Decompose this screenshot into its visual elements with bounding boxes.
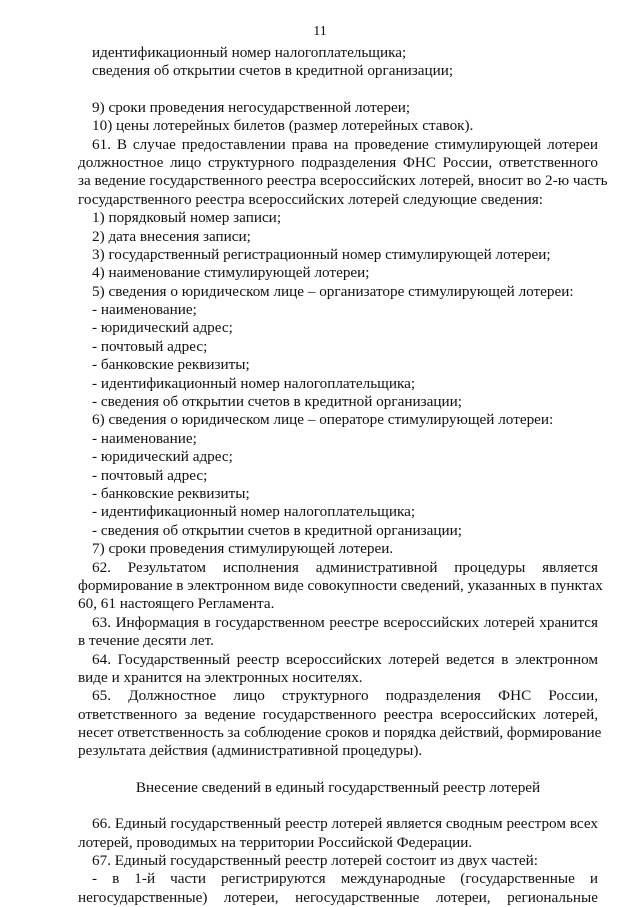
text-line: 65. Должностное лицо структурного подразделения ФНС России, bbox=[92, 687, 598, 705]
text-line: - сведения об открытии счетов в кредитной организации; bbox=[92, 393, 462, 411]
text-line: - наименование; bbox=[92, 429, 197, 447]
text-line: 67. Единый государственный реестр лотерей состоит из двух частей: bbox=[92, 852, 539, 870]
text-line: - юридический адрес; bbox=[92, 448, 233, 466]
text-line: 3) государственный регистрационный номер стимулирующей лотереи; bbox=[92, 245, 551, 263]
document-body bbox=[78, 44, 608, 907]
text-line: негосударственные) лотереи, негосударственные лотереи, региональные bbox=[78, 888, 598, 906]
text-line: 10) цены лотерейных билетов (размер лотерейных ставок). bbox=[92, 117, 474, 135]
blank-gap bbox=[78, 81, 598, 99]
text-line: сведения об открытии счетов в кредитной организации; bbox=[92, 62, 454, 80]
text-line: формирование в электронном виде совокупности сведений, указанных в пунктах bbox=[78, 576, 603, 594]
text-line: в течение десяти лет. bbox=[78, 632, 214, 650]
text-line: 66. Единый государственный реестр лотерей является сводным реестром всех bbox=[92, 815, 598, 833]
text-line: 6) сведения о юридическом лице – операторе стимулирующей лотереи: bbox=[92, 411, 554, 429]
paragraph-block-2 bbox=[78, 98, 608, 761]
text-line: - почтовый адрес; bbox=[92, 466, 208, 484]
text-line: 64. Государственный реестр всероссийских лотерей ведется в электронном bbox=[92, 650, 598, 668]
paragraph-block-1 bbox=[78, 44, 598, 81]
text-line: 60, 61 настоящего Регламента. bbox=[78, 595, 275, 613]
text-line: ответственного за ведение государственного реестра всероссийских лотерей, bbox=[78, 705, 598, 723]
blank-gap bbox=[78, 761, 598, 779]
text-line: несет ответственность за соблюдение сроков и порядка действий, формирование bbox=[78, 724, 602, 742]
text-line: 61. В случае предоставлении права на проведение стимулирующей лотереи bbox=[92, 135, 598, 153]
text-line: - идентификационный номер налогоплательщика; bbox=[92, 374, 416, 392]
text-line: - юридический адрес; bbox=[92, 319, 233, 337]
paragraph-block-3 bbox=[78, 815, 598, 907]
blank-gap bbox=[78, 797, 598, 815]
text-line: идентификационный номер налогоплательщика; bbox=[92, 44, 407, 61]
text-line: должностное лицо структурного подразделения ФНС России, ответственного bbox=[78, 153, 598, 171]
text-line: лотерей, проводимых на территории Российской Федерации. bbox=[78, 833, 473, 851]
text-line: 4) наименование стимулирующей лотереи; bbox=[92, 264, 370, 282]
text-line: 62. Результатом исполнения административной процедуры является bbox=[92, 558, 598, 576]
text-line: - идентификационный номер налогоплательщика; bbox=[92, 503, 416, 521]
text-line: виде и хранится на электронных носителях. bbox=[78, 668, 363, 686]
text-line: - сведения об открытии счетов в кредитной организации; bbox=[92, 521, 462, 539]
text-line: 63. Информация в государственном реестре всероссийских лотерей хранится bbox=[92, 613, 598, 631]
text-line: государственного реестра всероссийских лотерей следующие сведения: bbox=[78, 190, 543, 208]
text-line: 2) дата внесения записи; bbox=[92, 227, 251, 245]
section-heading: Внесение сведений в единый государственный реестр лотерей bbox=[135, 778, 541, 796]
text-line: - банковские реквизиты; bbox=[92, 356, 250, 374]
text-line: - в 1-й части регистрируются международные (государственные и bbox=[92, 870, 598, 888]
text-line: 1) порядковый номер записи; bbox=[92, 209, 282, 227]
text-line: - почтовый адрес; bbox=[92, 337, 208, 355]
text-line: 9) сроки проведения негосударственной лотереи; bbox=[92, 98, 411, 116]
text-line: результата действия (административной процедуры). bbox=[78, 742, 423, 760]
text-line: за ведение государственного реестра всероссийских лотерей, вносит во 2-ю часть bbox=[78, 172, 608, 190]
text-line: - банковские реквизиты; bbox=[92, 484, 250, 502]
text-line: 7) сроки проведения стимулирующей лотереи. bbox=[92, 540, 394, 558]
page-number: 11 bbox=[313, 24, 327, 39]
text-line: 5) сведения о юридическом лице – организаторе стимулирующей лотереи: bbox=[92, 282, 574, 300]
text-line: - наименование; bbox=[92, 301, 197, 319]
